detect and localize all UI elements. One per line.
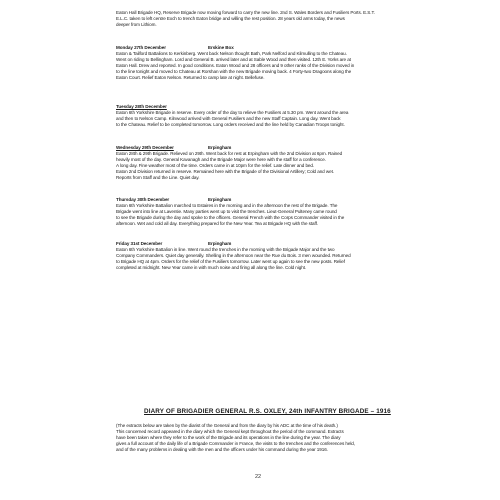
text-line: and of the many problems in dealing with the men and the officers under his command during the year 1916. <box>116 447 328 452</box>
text-line: Eaton 6th Yorkshire Battalion marched to Estaires in the morning and in the afternoon the rest of the Brigade. The <box>116 203 338 208</box>
text-line: afternoon. Wet and cold all day. Everything prepared for the New Year. Tea at Brigade HQ with the staff. <box>116 221 319 226</box>
text-line: Eaton Hall Brigade HQ, Reserve Brigade now moving forward to carry the new line. 2nd S. Wales Borders and Fusiliers Ports. E.S.T. <box>116 10 375 15</box>
intro-paragraph <box>116 10 412 28</box>
text-line: Reports from Staff and the Line. Quiet day. <box>116 175 200 180</box>
entry-heading <box>116 44 412 51</box>
text-line: A long day. Fine weather most of the time. Orders came in at 10pm for the relief. Late dinner and bed. <box>116 163 315 168</box>
entry-date: Wednesday 29th December <box>116 145 174 150</box>
text-line: Eaton & Tailford Battalions to Kerkinberg. Went back Nelson thought Bath, Park Nelford and Kilmulling to the Chateau. <box>116 51 347 56</box>
diary-entry <box>116 103 412 128</box>
diary-section-title: DIARY OF BRIGADIER GENERAL R.S. OXLEY, 24th INFANTRY BRIGADE – 1916 <box>144 408 391 415</box>
diary-entry <box>116 44 412 81</box>
text-line: completed at midnight. New Year came in with much noise and firing all along the line. Cold night. <box>116 265 307 270</box>
entry-heading <box>116 103 412 110</box>
text-line: to see the Brigade during the day and spoke to the officers. General French with the Corps Commander visited in the <box>116 215 345 220</box>
text-line: E.L.C. taken to left centre Exch to trench Eaton bridge and willing the rest position. 28 years old arms today, the news <box>116 16 345 21</box>
diary-entry <box>116 144 412 181</box>
text-line: deeper from Lithiom. <box>116 22 157 27</box>
entry-date: Monday 27th December <box>116 45 166 50</box>
text-line: Went on riding to Bellingham. Lord and General B. arrived later and at Sable Wood and then visited. 12th E. Yorks are at <box>116 57 351 62</box>
diary-entry <box>116 196 412 227</box>
entry-date: Friday 31st December <box>116 241 163 246</box>
text-line: Eaton 2nd Division returned in reserve. Remained here with the Brigade of the Divisional Artillery; Cold and wet. <box>116 169 334 174</box>
entry-heading <box>116 240 412 247</box>
text-line: (The extracts below are taken by the diarist of the General and from the diary by his ADC at the time of his death.) <box>116 423 338 428</box>
text-line: have been taken where they refer to the work of the Brigade and its operations in the line during the year. The diary <box>116 435 341 440</box>
page-number: 22 <box>254 474 262 480</box>
text-line: Company Commanders. Quiet day generally. Shelling in the afternoon near the Rue du Bois. 3 men wounded. Returned <box>116 253 351 258</box>
entry-heading <box>116 196 412 203</box>
text-line: Eaton Court. Relief Eaton Nelson. Returned to camp late at night. Bellefuse. <box>116 75 265 80</box>
entry-date: Tuesday 28th December <box>116 104 167 109</box>
text-line: This concerned record appeared in the diary which the General kept throughout the period of the command. Extracts <box>116 429 344 434</box>
text-line: Brigade went into line at Laventie. Many parties went up to visit the trenches. Lieut-General Pulteney came round <box>116 209 337 214</box>
text-line: heavily most of the day. General Kavanagh and the Brigade Major were here with the staff for a conference. <box>116 157 326 162</box>
entry-place: Erskine Box <box>208 45 234 50</box>
text-line: gives a full account of the daily life of a Brigade Commander in France, the visits to the trenches and the conferences held, <box>116 441 355 446</box>
entry-date: Thursday 30th December <box>116 197 170 202</box>
text-line: Eaton 6th Yorkshire Battalion in line. Went round the trenches in the morning with the Brigade Major and the two <box>116 247 335 252</box>
text-line: and then to Nelson Camp. Kilnwood arrived with General Fusiliers and the new Staff Captain. Long day. Went back <box>116 116 341 121</box>
text-line: Eaton 6th Yorkshire Brigade in reserve. Every order of the day to relieve the Fusiliers at 5.30 pm. Went around the area <box>116 110 349 115</box>
entry-place: Erpingham <box>208 197 232 202</box>
text-line: to the Chateau. Relief to be completed tomorrow. Long orders received and the line held by Canadian Troops tonight. <box>116 122 345 127</box>
diary-entry <box>116 240 412 271</box>
text-line: Eaton Hall. Drew and reported. In good conditions. Eaton Wood and 28 officers and 9 other ranks of the Division moved in <box>116 63 355 68</box>
text-line: Eaton 28th & 29th Brigade. Relieved on 29th. Went back for rest at Erpingham with the 2nd Division at 6pm. Rained <box>116 151 343 156</box>
text-line: to the line tonight and moved to Chateau at Rorshan with the new Brigade moving back. 4 Forty-two Dragoons along the <box>116 69 352 74</box>
text-line: to Brigade HQ at 4pm. Orders for the relief of the Fusiliers tomorrow. Later went up again to see the new posts. Relief <box>116 259 345 264</box>
entry-place: Erpingham <box>208 241 232 246</box>
entry-place: Erpingham <box>208 145 232 150</box>
entry-heading <box>116 144 412 151</box>
footer-paragraph <box>116 423 412 453</box>
